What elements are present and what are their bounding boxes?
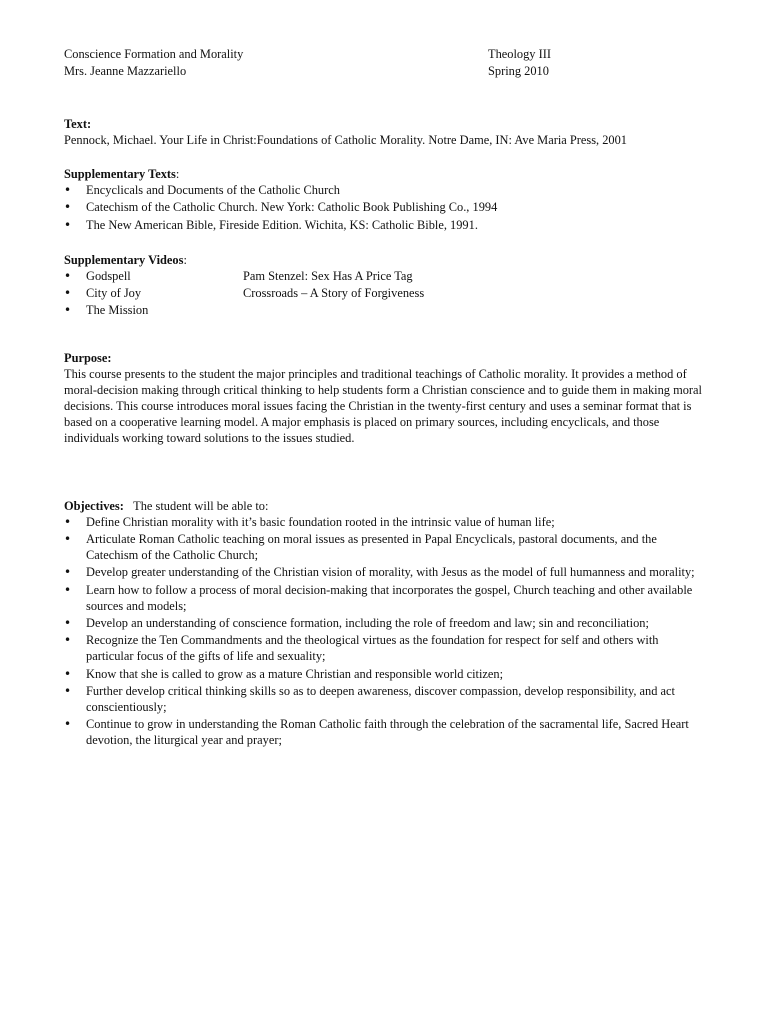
objectives-label: Objectives:	[64, 498, 124, 513]
supplementary-videos-section	[64, 252, 704, 319]
list-item	[64, 285, 704, 301]
supplementary-videos-label: Supplementary Videos	[64, 252, 184, 267]
document-page	[64, 46, 704, 749]
teacher-name: Mrs. Jeanne Mazzariello	[64, 64, 187, 78]
supplementary-texts-list	[64, 182, 704, 233]
purpose-body: This course presents to the student the major principles and traditional teachings of Catholic morality. It provides a method of moral-decision making through critical thinking to help students form a Christian conscience and to guide them in making moral decisions. This course introduces moral issues facing the Christian in the twenty-first century and uses a seminar format that is based on a cooperative learning model. A major emphasis is placed on primary sources, including encyclicals, and those individuals working toward solutions to the issues studied.	[64, 366, 702, 445]
list-item: • Continue to grow in understanding the Roman Catholic faith through the celebration of the sacramental life, Sacred Heart devotion, the liturgical year and prayer;	[64, 716, 704, 748]
supplementary-texts-label: Supplementary Texts	[64, 167, 176, 181]
objectives-intro: The student will be able to:	[133, 498, 269, 513]
list-item: • Catechism of the Catholic Church. New York: Catholic Book Publishing Co., 1994	[64, 199, 704, 215]
list-item	[64, 268, 704, 284]
list-item: • Recognize the Ten Commandments and the theological virtues as the foundation for respect for self and others with particular focus of the gifts of life and sexuality;	[64, 632, 704, 664]
supplementary-texts-section	[64, 166, 704, 233]
list-item: • Further develop critical thinking skills so as to deepen awareness, discover compassion, develop responsibility, and act conscientiously;	[64, 683, 704, 715]
text-label: Text:	[64, 117, 92, 131]
purpose-label: Purpose:	[64, 350, 112, 365]
list-item: • Know that she is called to grow as a mature Christian and responsible world citizen;	[64, 666, 704, 682]
list-item: • Encyclicals and Documents of the Catholic Church	[64, 182, 704, 198]
list-item: • Articulate Roman Catholic teaching on moral issues as presented in Papal Encyclicals, pastoral documents, and the Catechism of the Catholic Church;	[64, 531, 704, 563]
document-header	[64, 46, 704, 80]
course-title: Conscience Formation and Morality	[64, 47, 244, 61]
video-title: • Godspell	[86, 268, 131, 283]
supplementary-videos-colon: :	[183, 252, 187, 267]
text-section	[64, 116, 704, 148]
supplementary-videos-heading	[64, 252, 704, 268]
course-code: Theology III	[488, 47, 551, 61]
header-row-2	[64, 63, 704, 80]
list-item: • Develop an understanding of conscience formation, including the role of freedom and law; sin and reconciliation;	[64, 615, 704, 631]
purpose-section	[64, 350, 704, 446]
list-item: • Develop greater understanding of the Christian vision of morality, with Jesus as the model of full humanness and morality;	[64, 564, 704, 580]
video-title: Crossroads – A Story of Forgiveness	[243, 286, 425, 301]
video-title: • City of Joy	[86, 286, 142, 301]
objectives-section	[64, 498, 704, 748]
supplementary-texts-colon: :	[175, 167, 180, 181]
list-item	[64, 302, 704, 318]
objectives-heading	[64, 498, 704, 514]
list-item: • Learn how to follow a process of moral decision-making that incorporates the gospel, Church teaching and other available sources and models;	[64, 582, 704, 614]
video-title: • The Mission	[86, 303, 149, 318]
video-title: Pam Stenzel: Sex Has A Price Tag	[243, 268, 413, 283]
objectives-list	[64, 514, 704, 748]
supplementary-texts-heading	[64, 166, 704, 182]
term: Spring 2010	[488, 64, 549, 78]
header-row-1	[64, 46, 704, 63]
list-item: • Define Christian morality with it’s basic foundation rooted in the intrinsic value of human life;	[64, 514, 704, 530]
text-citation: Pennock, Michael. Your Life in Christ:Foundations of Catholic Morality. Notre Dame, IN: Ave Maria Press, 2001	[64, 133, 628, 147]
supplementary-videos-list	[64, 268, 704, 319]
list-item: • The New American Bible, Fireside Edition. Wichita, KS: Catholic Bible, 1991.	[64, 217, 704, 233]
